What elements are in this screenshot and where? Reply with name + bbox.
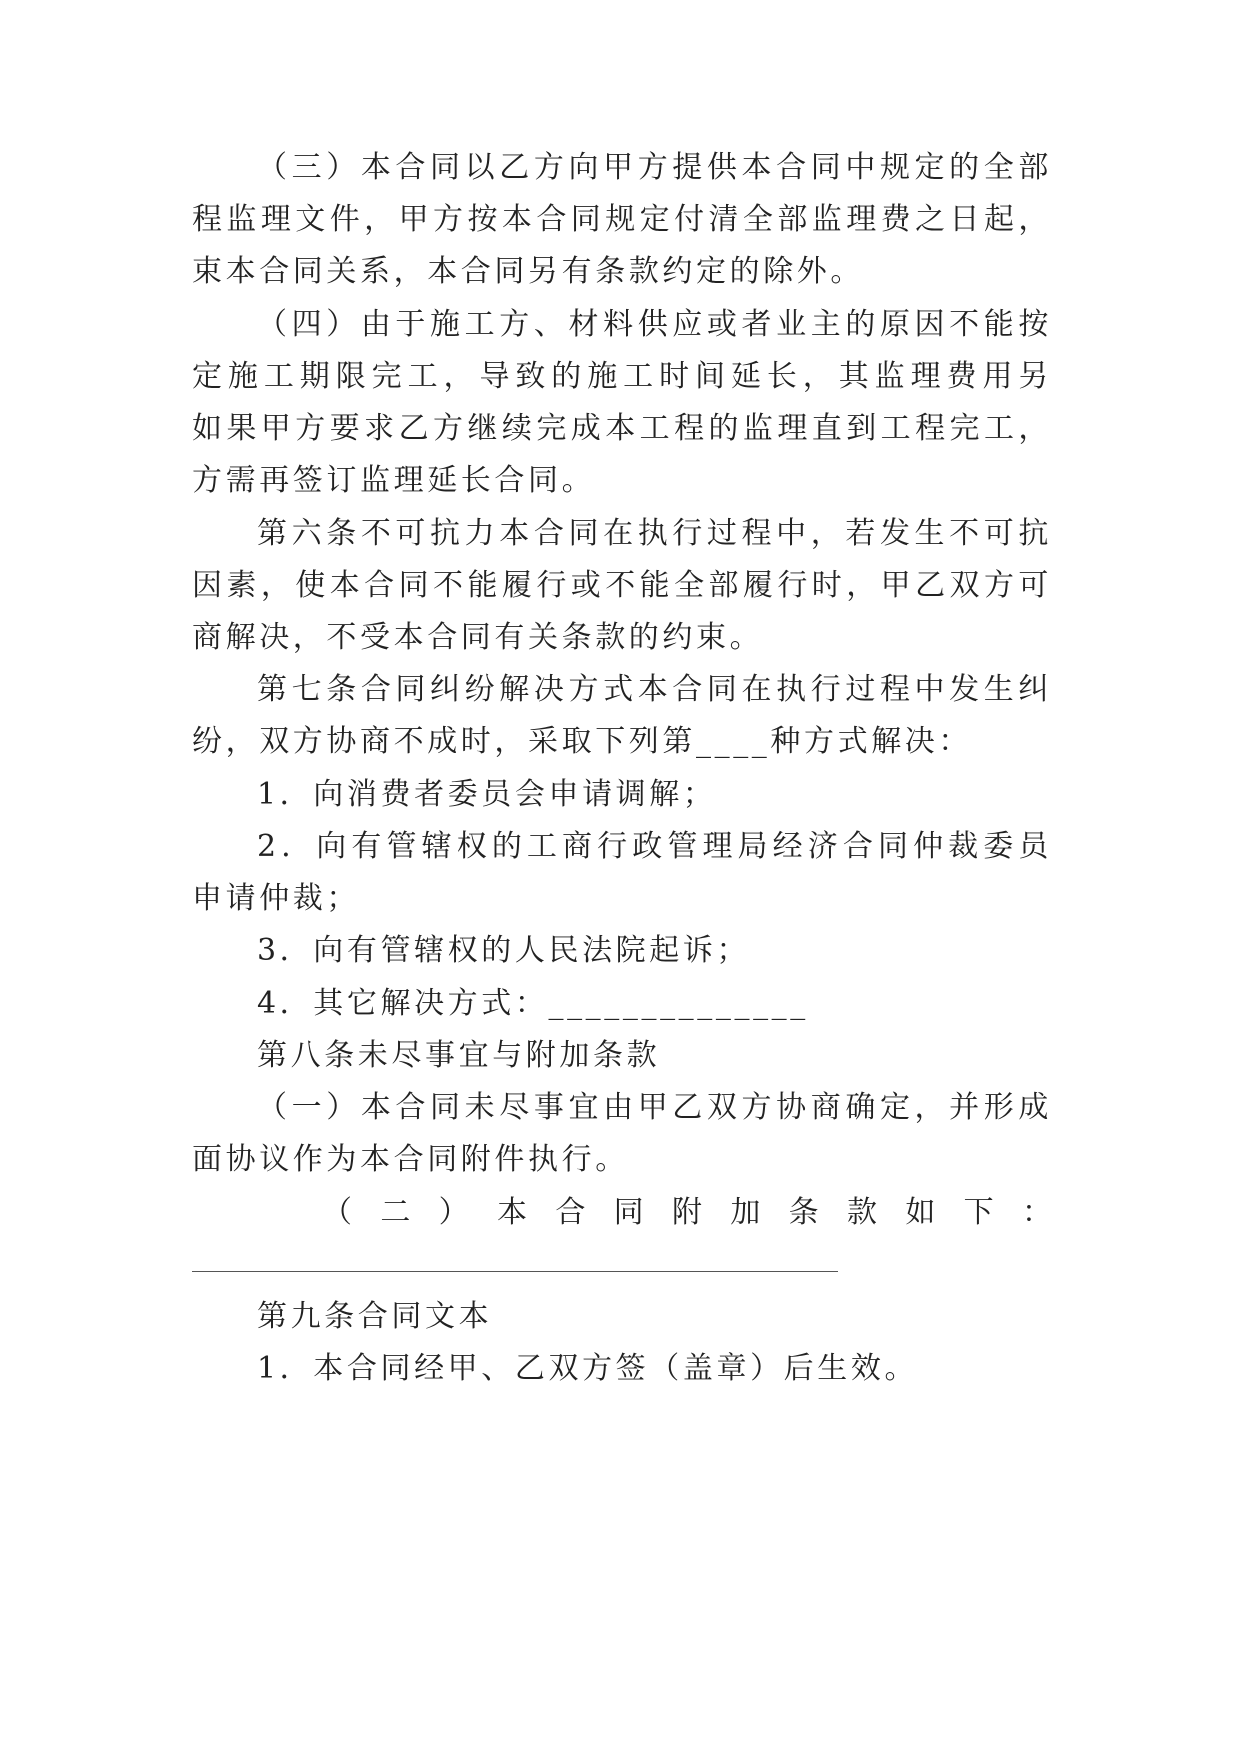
paragraph-line: 定施工期限完工，导致的施工时间延长，其监理费用另 — [192, 359, 1052, 394]
paragraph-line: 第六条不可抗力本合同在执行过程中，若发生不可抗 — [257, 516, 1052, 551]
paragraph-line: 纷，双方协商不成时，采取下列第____种方式解决： — [192, 724, 972, 759]
section-heading: 第九条合同文本 — [257, 1299, 493, 1334]
paragraph-line: 第七条合同纠纷解决方式本合同在执行过程中发生纠 — [257, 672, 1052, 707]
list-item: 2．向有管辖权的工商行政管理局经济合同仲裁委员 — [257, 829, 1052, 864]
paragraph-line: 商解决，不受本合同有关条款的约束。 — [192, 620, 764, 655]
paragraph-line: 因素，使本合同不能履行或不能全部履行时，甲乙双方可 — [192, 568, 1052, 603]
list-item: 4．其它解决方式：______________ — [257, 986, 809, 1021]
paragraph-line: 程监理文件，甲方按本合同规定付清全部监理费之日起， — [192, 202, 1052, 237]
paragraph-line: 如果甲方要求乙方继续完成本工程的监理直到工程完工， — [192, 411, 1052, 446]
paragraph-line: 面协议作为本合同附件执行。 — [192, 1142, 629, 1177]
section-heading: 第八条未尽事宜与附加条款 — [257, 1038, 661, 1073]
blank-fill-line — [192, 1271, 838, 1272]
list-item: 1．本合同经甲、乙双方签（盖章）后生效。 — [257, 1351, 919, 1386]
paragraph-line: 束本合同关系，本合同另有条款约定的除外。 — [192, 254, 864, 289]
paragraph-line: （一）本合同未尽事宜由甲乙双方协商确定，并形成 — [257, 1090, 1052, 1125]
paragraph-line: 方需再签订监理延长合同。 — [192, 463, 596, 498]
paragraph-line: （二）本合同附加条款如下： — [322, 1195, 1052, 1230]
paragraph-line: （三）本合同以乙方向甲方提供本合同中规定的全部 — [257, 150, 1052, 185]
list-item: 1．向消费者委员会申请调解； — [257, 777, 717, 812]
paragraph-line: 申请仲裁； — [192, 881, 360, 916]
list-item: 3．向有管辖权的人民法院起诉； — [257, 933, 751, 968]
paragraph-line: （四）由于施工方、材料供应或者业主的原因不能按 — [257, 307, 1052, 342]
